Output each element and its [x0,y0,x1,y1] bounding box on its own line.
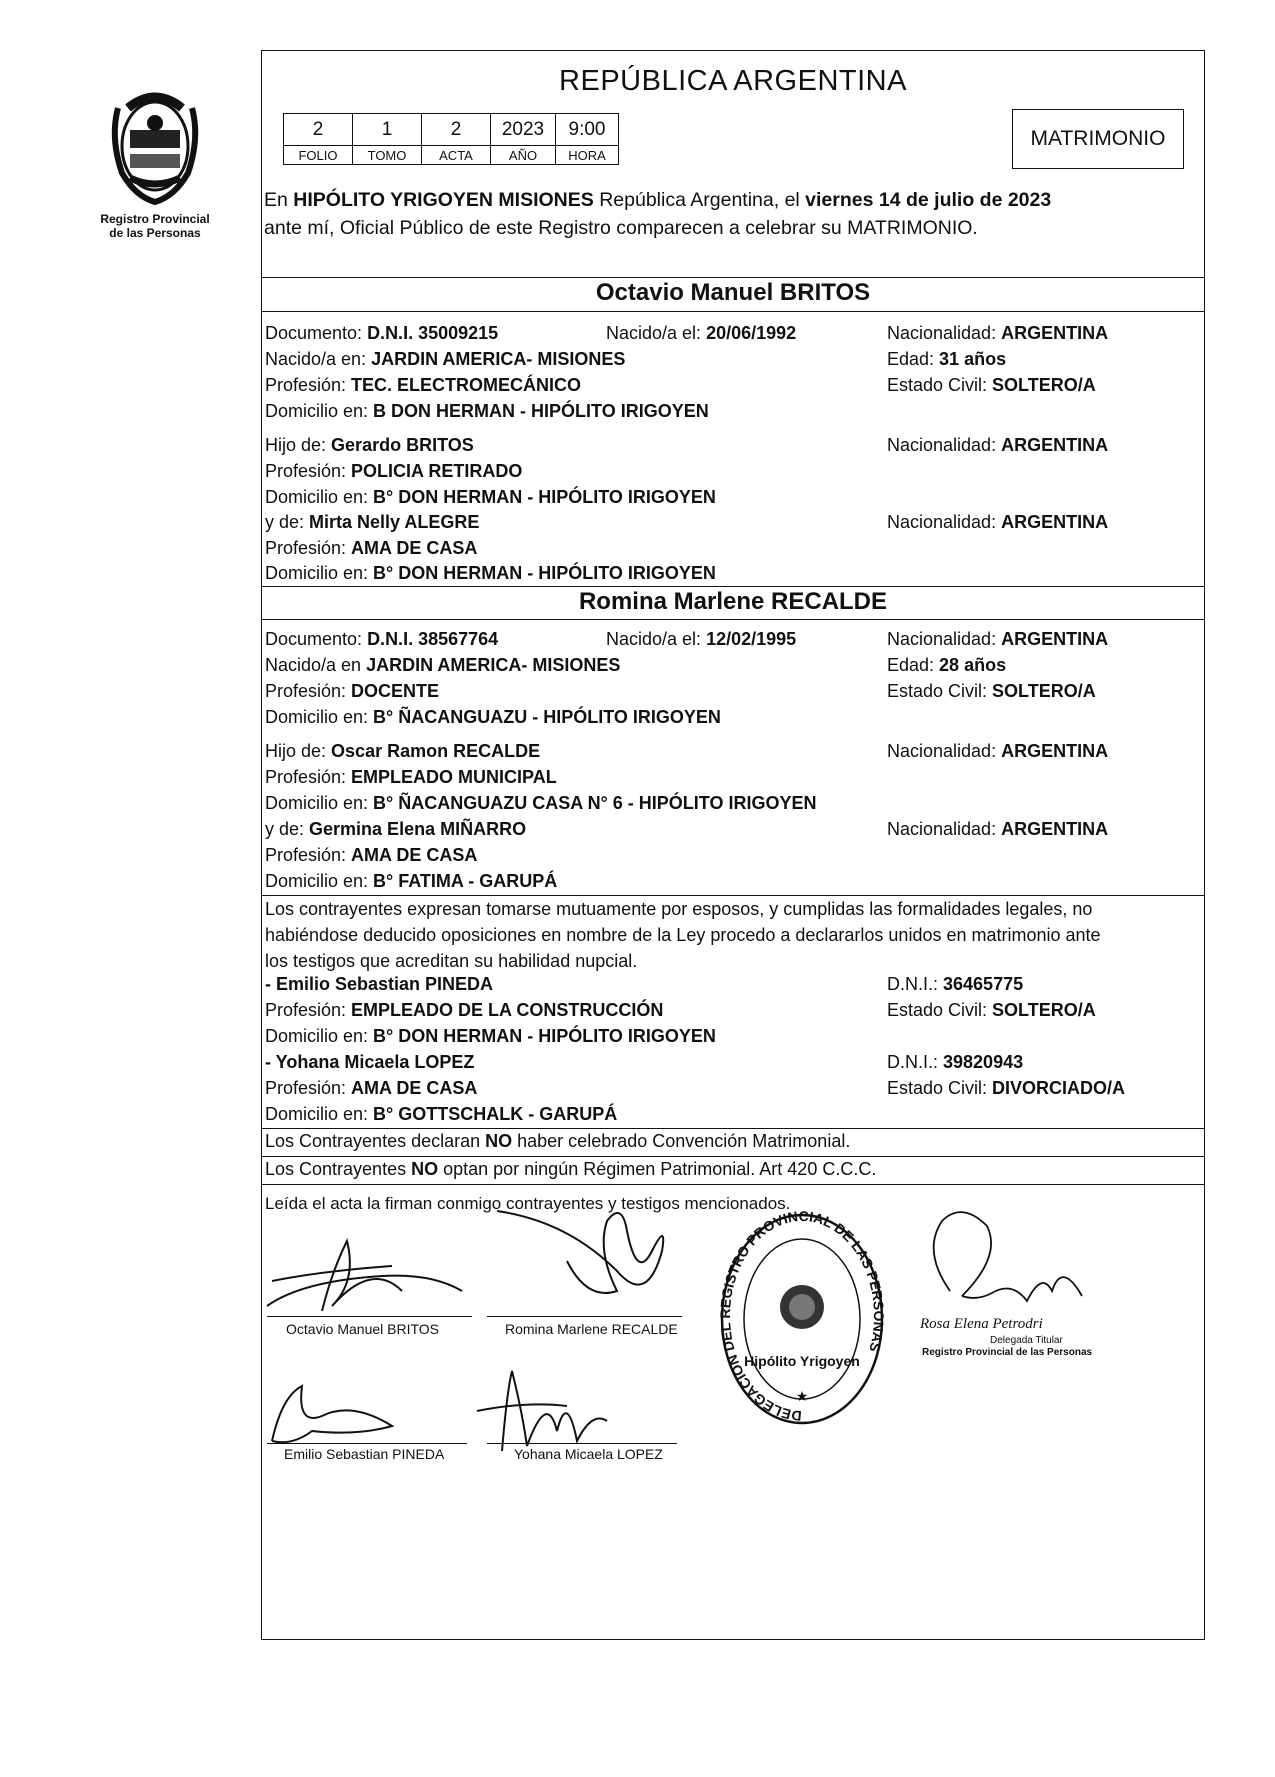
value: SOLTERO/A [992,375,1096,395]
label: Domicilio en: [265,871,374,891]
value: B° GOTTSCHALK - GARUPÁ [373,1104,618,1124]
label: Domicilio en: [265,1104,374,1124]
divider [262,586,1204,587]
spouse1-profession [265,375,581,396]
witness2-dni [887,1052,1023,1073]
spouse1-father [265,435,474,456]
witness1-profession [265,1000,663,1021]
acta-value: 2 [422,114,491,146]
declaration-paragraph [265,896,1201,974]
label: Documento: [265,323,368,343]
value: B° ÑACANGUAZU - HIPÓLITO IRIGOYEN [373,707,721,727]
intro-middle: República Argentina, el [593,189,806,211]
value: Oscar Ramon RECALDE [331,741,541,761]
acta-label: ACTA [422,146,491,165]
anio-value: 2023 [491,114,556,146]
intro-paragraph [264,186,1051,242]
label: Domicilio en: [265,793,374,813]
closing-text: Leída el acta la firman conmigo contrayentes y testigos mencionados. [265,1194,791,1213]
spouse2-father-address [265,793,816,814]
label: y de: [265,819,310,839]
signature-emilio-icon [262,1356,462,1451]
witness2-address [265,1104,617,1125]
star-icon: ★ [795,1388,809,1404]
signature-line [487,1443,677,1444]
label: Domicilio en: [265,487,374,507]
spouse2-mother-address [265,871,557,892]
spouse2-name: Romina Marlene RECALDE [578,588,888,615]
value: TEC. ELECTROMECÁNICO [351,375,582,395]
label: Nacionalidad: [887,741,1002,761]
label: Estado Civil: [887,1000,993,1020]
value: 36465775 [943,974,1024,994]
declaration-line2: habiéndose deducido oposiciones en nombre de la Ley procedo a declararlos unidos en matrimonio ante [265,925,1101,945]
witness2-name [265,1052,474,1073]
value: B DON HERMAN - HIPÓLITO IRIGOYEN [373,401,709,421]
declaration-line3: los testigos que acreditan su habilidad nupcial. [265,951,638,971]
label: y de: [265,512,310,532]
spouse1-father-nationality [887,435,1108,456]
hora-label: HORA [556,146,619,165]
value: SOLTERO/A [992,1000,1096,1020]
label: Profesión: [265,767,352,787]
value: 39820943 [943,1052,1024,1072]
spouse1-birthdate [606,323,796,344]
text: Los Contrayentes declaran [265,1131,486,1151]
spouse2-birthdate [606,629,796,650]
label: Profesión: [265,681,352,701]
label: Domicilio en: [265,707,374,727]
spouse2-birthplace [265,655,620,676]
folio-label: FOLIO [284,146,353,165]
spouse2-address [265,707,721,728]
divider [262,311,1204,312]
spouse1-documento [265,323,498,344]
spouse2-father-profession [265,767,557,788]
value: D.N.I. 35009215 [367,323,499,343]
label: Nacido/a en: [265,349,372,369]
value: ARGENTINA [1001,512,1109,532]
label: Edad: [887,655,940,675]
signature-romina-icon [487,1191,687,1316]
tomo-label: TOMO [353,146,422,165]
signature-caption-2: Romina Marlene RECALDE [505,1321,678,1337]
label: Nacionalidad: [887,629,1002,649]
label: Profesión: [265,1078,352,1098]
value: DIVORCIADO/A [992,1078,1126,1098]
value: ARGENTINA [1001,819,1109,839]
label: Nacionalidad: [887,512,1002,532]
witness2-civil-status [887,1078,1125,1099]
spouse1-mother-address [265,563,716,584]
value: 28 años [939,655,1007,675]
anio-label: AÑO [491,146,556,165]
emphasis: NO [485,1131,513,1151]
divider [262,619,1204,620]
label: D.N.I.: [887,1052,944,1072]
spouse1-civil-status [887,375,1096,396]
label: Nacido/a el: [606,323,707,343]
value: B° DON HERMAN - HIPÓLITO IRIGOYEN [373,1026,716,1046]
text: haber celebrado Convención Matrimonial. [512,1131,851,1151]
value: Mirta Nelly ALEGRE [309,512,480,532]
record-frame [261,50,1205,1640]
spouse1-mother-nationality [887,512,1108,533]
value: AMA DE CASA [351,1078,478,1098]
label: Hijo de: [265,741,332,761]
value: AMA DE CASA [351,845,478,865]
label: Hijo de: [265,435,332,455]
label: Nacionalidad: [887,819,1002,839]
label: Documento: [265,629,368,649]
record-type-box: MATRIMONIO [1012,109,1184,169]
intro-place: HIPÓLITO YRIGOYEN MISIONES [293,189,594,211]
label: Profesión: [265,845,352,865]
spouse1-mother [265,512,479,533]
spouse1-name: Octavio Manuel BRITOS [595,279,871,306]
value: D.N.I. 38567764 [367,629,499,649]
signature-caption-1: Octavio Manuel BRITOS [286,1321,440,1337]
witness1-name [265,974,493,995]
label: Nacionalidad: [887,435,1002,455]
intro-date: viernes 14 de julio de 2023 [805,189,1052,211]
spouse2-civil-status [887,681,1096,702]
value: POLICIA RETIRADO [351,461,523,481]
value: Gerardo BRITOS [331,435,474,455]
spouse2-father [265,741,540,762]
value: 31 años [939,349,1007,369]
label: Profesión: [265,1000,352,1020]
document-title: REPÚBLICA ARGENTINA [559,65,907,97]
value: ARGENTINA [1001,435,1109,455]
spouse2-mother-nationality [887,819,1108,840]
value: SOLTERO/A [992,681,1096,701]
label: Estado Civil: [887,375,993,395]
convention-line2 [265,1159,876,1180]
record-meta-table [283,113,619,165]
divider [262,1184,1204,1185]
spouse1-age [887,349,1006,370]
officer-org: Registro Provincial de las Personas [922,1347,1093,1358]
label: Nacido/a en [265,655,367,675]
label: Profesión: [265,461,352,481]
label: Nacido/a el: [606,629,707,649]
label: Profesión: [265,538,352,558]
value: - Yohana Micaela LOPEZ [265,1052,475,1072]
folio-value: 2 [284,114,353,146]
spouse2-profession [265,681,439,702]
witness1-address [265,1026,716,1047]
intro-prefix: En [264,189,294,211]
divider [262,1128,1204,1129]
signature-octavio-icon [262,1221,472,1316]
signature-caption-3: Emilio Sebastian PINEDA [284,1446,445,1462]
label: Edad: [887,349,940,369]
convention-line1 [265,1131,850,1152]
spouse1-birthplace [265,349,625,370]
witness1-dni [887,974,1023,995]
signature-line [487,1316,682,1317]
value: AMA DE CASA [351,538,478,558]
spouse2-father-nationality [887,741,1108,762]
value: JARDIN AMERICA- MISIONES [366,655,621,675]
spouse2-documento [265,629,498,650]
officer-name: Rosa Elena Petrodri [920,1316,1043,1332]
spouse2-mother-profession [265,845,477,866]
value: 12/02/1995 [706,629,797,649]
tomo-value: 1 [353,114,422,146]
label: Nacionalidad: [887,323,1002,343]
value: Germina Elena MIÑARRO [309,819,527,839]
spouse2-mother [265,819,526,840]
intro-line2: ante mí, Oficial Público de este Registro comparecen a celebrar su MATRIMONIO. [264,217,978,239]
label: Profesión: [265,375,352,395]
declaration-line1: Los contrayentes expresan tomarse mutuamente por esposos, y cumplidas las formalidades legales, no [265,899,1093,919]
signature-line [267,1443,467,1444]
value: JARDIN AMERICA- MISIONES [371,349,626,369]
label: Estado Civil: [887,681,993,701]
label: D.N.I.: [887,974,944,994]
value: B° ÑACANGUAZU CASA N° 6 - HIPÓLITO IRIGOYEN [373,793,817,813]
logo-caption-line2: de las Personas [109,226,201,240]
spouse1-address [265,401,709,422]
spouse1-nationality [887,323,1108,344]
officer-title: Delegada Titular [990,1335,1063,1346]
label: Estado Civil: [887,1078,993,1098]
logo-caption-line1: Registro Provincial [100,212,210,226]
spouse2-age [887,655,1006,676]
spouse1-father-address [265,487,716,508]
stamp-inner-text: Hipólito Yrigoyen [744,1353,860,1369]
label: Domicilio en: [265,1026,374,1046]
divider [262,277,1204,278]
emphasis: NO [411,1159,439,1179]
witness1-civil-status [887,1000,1096,1021]
value: B° FATIMA - GARUPÁ [373,871,558,891]
value: B° DON HERMAN - HIPÓLITO IRIGOYEN [373,487,716,507]
value: ARGENTINA [1001,741,1109,761]
value: - Emilio Sebastian PINEDA [265,974,494,994]
value: EMPLEADO DE LA CONSTRUCCIÓN [351,1000,664,1020]
stamp-outer-text: DELEGACION DEL REGISTRO PROVINCIAL DE LAS PERSONAS [717,1211,887,1425]
spouse2-nationality [887,629,1108,650]
signature-yohana-icon [467,1351,667,1461]
value: ARGENTINA [1001,323,1109,343]
signature-caption-4: Yohana Micaela LOPEZ [514,1446,663,1462]
hora-value: 9:00 [556,114,619,146]
registry-stamp [717,1211,887,1431]
value: ARGENTINA [1001,629,1109,649]
spouse1-mother-profession [265,538,477,559]
signature-line [267,1316,472,1317]
registry-logo [80,78,230,240]
label: Domicilio en: [265,563,374,583]
value: 20/06/1992 [706,323,797,343]
spouse1-father-profession [265,461,522,482]
label: Domicilio en: [265,401,374,421]
witness2-profession [265,1078,477,1099]
value: DOCENTE [351,681,440,701]
divider [262,1156,1204,1157]
value: B° DON HERMAN - HIPÓLITO IRIGOYEN [373,563,716,583]
text: Los Contrayentes [265,1159,412,1179]
provincial-coat-of-arms-icon [100,78,210,208]
value: EMPLEADO MUNICIPAL [351,767,557,787]
text: optan por ningún Régimen Patrimonial. Art 420 C.C.C. [438,1159,877,1179]
